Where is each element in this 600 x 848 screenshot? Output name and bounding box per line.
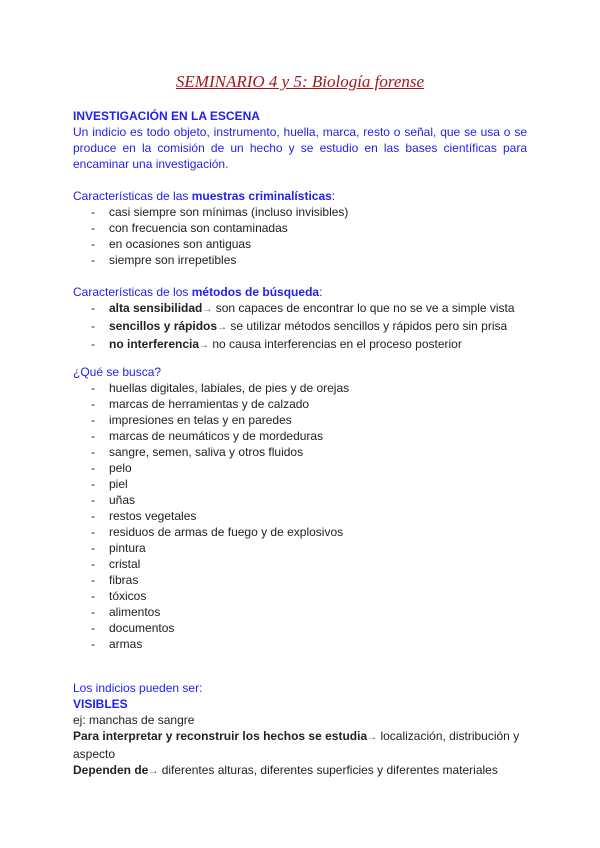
list-item: - con frecuencia son contaminadas — [91, 221, 288, 235]
list-item: - casi siempre son mínimas (incluso invisibles) — [91, 205, 349, 219]
list-item-text: huellas digitales, labiales, de pies y de orejas — [109, 381, 350, 395]
section-heading: INVESTIGACIÓN EN LA ESCENA — [73, 109, 260, 123]
arrow-icon: → — [199, 340, 210, 351]
arrow-icon: → — [217, 322, 228, 333]
list-item: - sencillos y rápidos→ se utilizar métodos sencillos y rápidos pero sin prisa — [91, 319, 508, 333]
list-item: - tóxicos — [91, 589, 147, 603]
list-item: - sangre, semen, saliva y otros fluidos — [91, 445, 304, 459]
heading-bold: muestras criminalísticas — [191, 189, 332, 203]
list-item: - cristal — [91, 557, 141, 571]
list-item: - marcas de neumáticos y de mordeduras — [91, 429, 324, 443]
list-item: - huellas digitales, labiales, de pies y de orejas — [91, 381, 350, 395]
list-item-text: cristal — [109, 557, 141, 571]
interpret-text: localización, distribución y aspecto — [73, 729, 520, 761]
list-item: - no interferencia→ no causa interferencias en el proceso posterior — [91, 337, 462, 351]
metodos-list — [73, 300, 527, 354]
section-muestras — [73, 188, 527, 268]
term: alta sensibilidad — [109, 301, 203, 315]
list-item-text: uñas — [109, 493, 136, 507]
document-title: SEMINARIO 4 y 5: Biología forense — [175, 72, 425, 91]
list-item: - impresiones en telas y en paredes — [91, 413, 292, 427]
list-item-text: impresiones en telas y en paredes — [109, 413, 292, 427]
list-item: - siempre son irrepetibles — [91, 253, 237, 267]
list-item-text: marcas de herramientas y de calzado — [109, 397, 310, 411]
term: sencillos y rápidos — [109, 319, 218, 333]
depend-line — [73, 762, 527, 780]
list-item: - fibras — [91, 573, 139, 587]
description: son capaces de encontrar lo que no se ve a simple vista — [212, 301, 515, 315]
intro-paragraph: Un indicio es todo objeto, instrumento, huella, marca, resto o señal, que se usa o se produce en la comisión de un hecho y se estudio en las bases científicas para encaminar una investigación. — [73, 125, 527, 171]
heading-prefix: Características de las — [73, 189, 192, 203]
metodos-heading — [73, 284, 527, 300]
depend-bold: Dependen de — [73, 763, 149, 777]
list-item-text: residuos de armas de fuego y de explosivos — [109, 525, 344, 539]
list-item: - en ocasiones son antiguas — [91, 237, 252, 251]
list-item-text: alimentos — [109, 605, 161, 619]
list-item: - marcas de herramientas y de calzado — [91, 397, 310, 411]
list-item-text: restos vegetales — [109, 509, 197, 523]
list-item-text: documentos — [109, 621, 175, 635]
section-que-se-busca — [73, 364, 527, 652]
busca-heading: ¿Qué se busca? — [73, 365, 162, 379]
heading-bold: métodos de búsqueda — [191, 285, 320, 299]
list-item: - documentos — [91, 621, 175, 635]
list-item-text: fibras — [109, 573, 139, 587]
heading-suffix: : — [331, 189, 336, 203]
section-indicios — [73, 680, 527, 780]
interpret-line — [73, 728, 527, 762]
list-item-text: con frecuencia son contaminadas — [109, 221, 288, 235]
list-item: - alimentos — [91, 605, 161, 619]
list-item: - residuos de armas de fuego y de explosivos — [91, 525, 344, 539]
list-item: - alta sensibilidad→ son capaces de encontrar lo que no se ve a simple vista — [91, 301, 515, 315]
list-item-text: tóxicos — [109, 589, 147, 603]
list-item-text: pintura — [109, 541, 146, 555]
section-metodos — [73, 284, 527, 354]
depend-text: diferentes alturas, diferentes superficies y diferentes materiales — [158, 763, 498, 777]
list-item-text: siempre son irrepetibles — [109, 253, 237, 267]
description: no causa interferencias en el proceso posterior — [209, 337, 462, 351]
list-item-text: pelo — [109, 461, 132, 475]
indicios-intro: Los indicios pueden ser: — [73, 681, 203, 695]
list-item: - restos vegetales — [91, 509, 197, 523]
list-item-text: piel — [109, 477, 128, 491]
heading-prefix: Características de los — [73, 285, 192, 299]
heading-suffix: : — [319, 285, 323, 299]
interpret-bold: Para interpretar y reconstruir los hechos se estudia — [73, 729, 368, 743]
list-item-text: armas — [109, 637, 143, 651]
muestras-heading — [73, 188, 527, 204]
list-item: - pelo — [91, 461, 132, 475]
list-item: - pintura — [91, 541, 146, 555]
list-item-text: en ocasiones son antiguas — [109, 237, 252, 251]
visibles-heading: VISIBLES — [73, 697, 128, 711]
section-investigacion — [73, 108, 527, 172]
muestras-list — [73, 204, 527, 268]
busca-list — [73, 380, 527, 652]
term: no interferencia — [109, 337, 200, 351]
list-item: - piel — [91, 477, 128, 491]
list-item-text: sangre, semen, saliva y otros fluidos — [109, 445, 304, 459]
arrow-icon: → — [367, 732, 378, 743]
arrow-icon: → — [148, 766, 159, 777]
list-item-text: marcas de neumáticos y de mordeduras — [109, 429, 324, 443]
list-item-text: casi siempre son mínimas (incluso invisibles) — [109, 205, 349, 219]
description: se utilizar métodos sencillos y rápidos pero sin prisa — [227, 319, 508, 333]
list-item: - uñas — [91, 493, 136, 507]
example-text: ej: manchas de sangre — [73, 713, 195, 727]
arrow-icon: → — [202, 304, 213, 315]
list-item: - armas — [91, 637, 143, 651]
